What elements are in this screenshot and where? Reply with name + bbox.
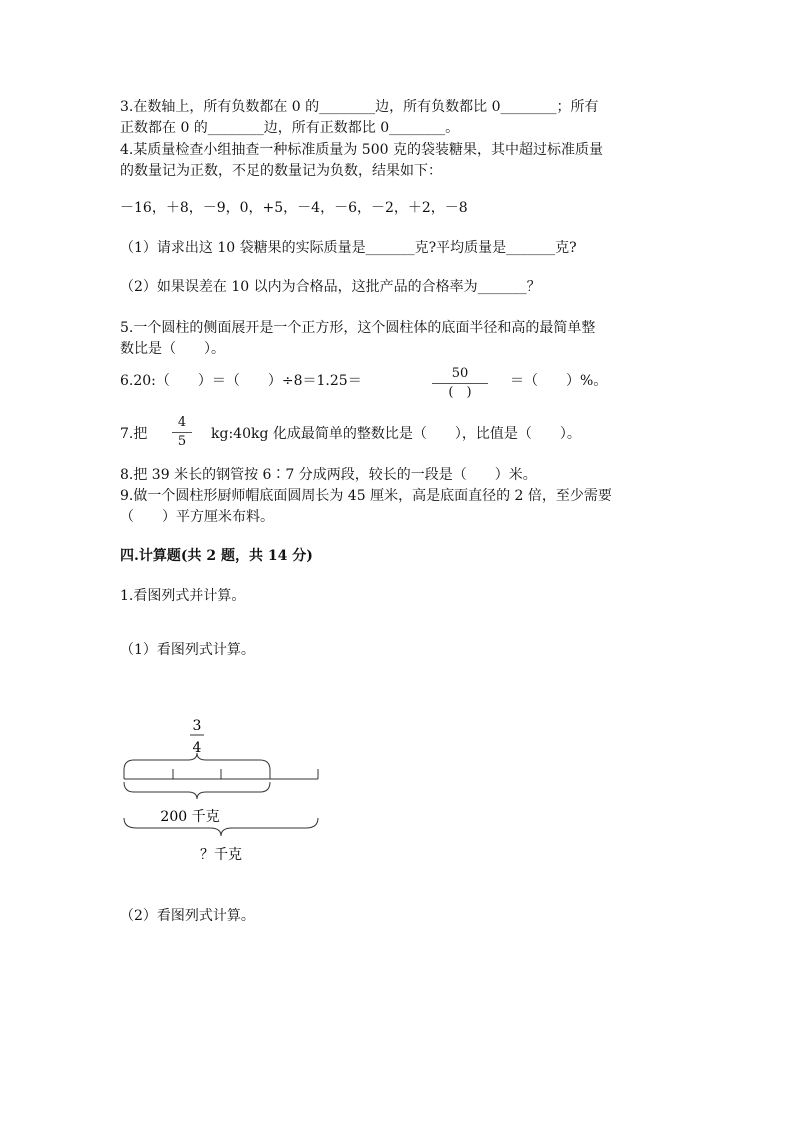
q6-fraction-numerator: 50 (451, 366, 469, 381)
q4-line1: 4.某质量检查小组抽查一种标准质量为 500 克的袋装糖果，其中超过标准质量 (120, 142, 603, 158)
q4-line2: 的数量记为正数，不足的数量记为负数，结果如下： (120, 163, 442, 179)
part-brace (124, 782, 270, 799)
diagram-fraction-denominator: 4 (192, 740, 202, 756)
section4-q1: 1.看图列式并计算。 (120, 588, 246, 604)
section4-heading: 四.计算题(共 2 题，共 14 分) (120, 548, 313, 564)
top-brace (124, 753, 270, 770)
q4-sub1: （1）请求出这 10 袋糖果的实际质量是_______克?平均质量是_______克? (120, 240, 577, 256)
section4-sub1: （1）看图列式计算。 (120, 642, 255, 658)
q6-fraction-denominator: ( ) (448, 385, 472, 400)
q6-left: 6.20:（ ）＝（ ）÷8＝1.25＝ (120, 373, 362, 389)
total-brace (124, 818, 318, 836)
q6-fraction-bar (432, 383, 488, 384)
q8-line1: 8.把 39 米长的钢管按 6∶7 分成两段，较长的一段是（ ）米。 (120, 467, 537, 483)
q7-fraction-numerator: 4 (177, 415, 187, 430)
q5-line2: 数比是（ ）。 (120, 341, 225, 357)
q7-prefix: 7.把 (120, 426, 148, 442)
diagram-label-part: 200 千克 (160, 809, 220, 825)
q6-fraction (432, 366, 488, 401)
section4-sub2: （2）看图列式计算。 (120, 908, 255, 924)
q7-fraction (172, 415, 192, 450)
q7-fraction-denominator: 5 (177, 434, 187, 449)
q7-fraction-bar (172, 432, 192, 433)
q5-line1: 5.一个圆柱的侧面展开是一个正方形，这个圆柱体的底面半径和高的最简单整 (120, 320, 596, 336)
q4-sub2: （2）如果误差在 10 以内为合格品，这批产品的合格率为_______？ (120, 279, 541, 295)
q3-line2: 正数都在 0 的________边，所有正数都比 0________。 (120, 120, 460, 136)
q9-line2: （ ）平方厘米布料。 (120, 509, 274, 525)
diagram-label-total: ？千克 (200, 847, 242, 863)
diagram-fraction-numerator: 3 (192, 718, 202, 734)
bar-diagram (110, 708, 350, 868)
q4-values: －16，＋8，－9，0，+5，－4，－6，－2，＋2，－8 (120, 200, 468, 216)
q9-line1: 9.做一个圆柱形厨师帽底面圆周长为 45 厘米，高是底面直径的 2 倍，至少需要 (120, 488, 612, 504)
q7-suffix: kg:40kg 化成最简单的整数比是（ ），比值是（ ）。 (211, 426, 581, 442)
q3-line1: 3.在数轴上，所有负数都在 0 的________边，所有负数都比 0________；所有 (120, 99, 599, 115)
q6-right: ＝（ ）%。 (510, 373, 608, 389)
